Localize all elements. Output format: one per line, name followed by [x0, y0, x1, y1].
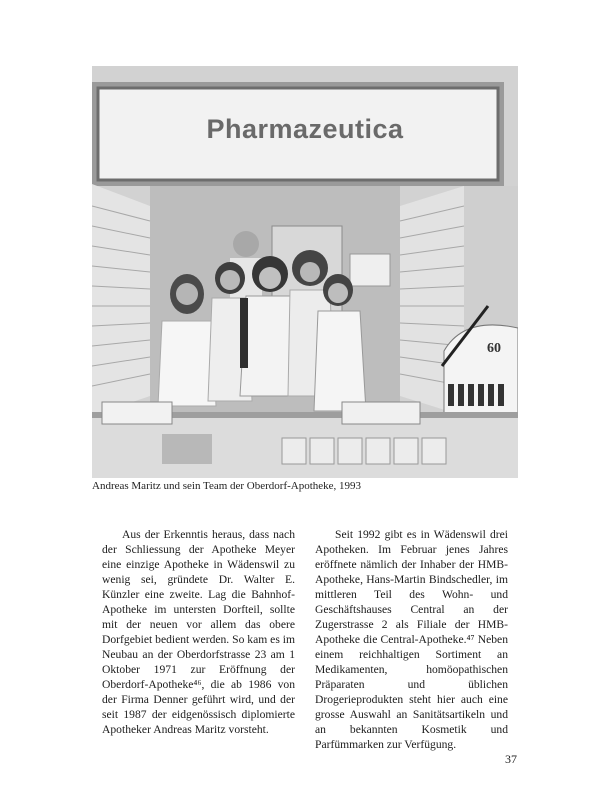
- page-number: 37: [505, 752, 517, 766]
- right-column-text: Seit 1992 gibt es in Wädenswil drei Apotheken. Im Februar jenes Jahres eröffnete nämlich der Inhaber der HMB-Apotheke, Hans-Martin Bindschedler, im mittleren Teil des Wohn- und Geschäftshauses Central an der Zugerstrasse 2 als Filiale der HMB-Apotheke die Central-Apotheke.⁴⁷ Neben einem reichhaltigen Sortiment an Medikamenten, homöopathischen Präparaten und üblichen Drogerieprodukten steht hier auch eine grosse Auswahl an Sanitätsartikeln und an bekannten Kosmetik und Parfümmarken zur Verfügung.: [315, 528, 508, 751]
- display-badge: 60: [487, 341, 501, 356]
- left-column: [102, 527, 295, 737]
- right-column: [315, 527, 508, 752]
- sign-text: Pharmazeutica: [206, 114, 404, 144]
- team-photo: [92, 66, 518, 478]
- left-column-text: Aus der Erkenntis heraus, dass nach der Schliessung der Apotheke Meyer eine einzige Apotheke in Wädenswil zu wenig sei, gründete Dr. Walter E. Künzler eine zweite. Lag die Bahnhof-Apotheke im untersten Dorfteil, sollte mit der neuen vor allem das obere Dorfgebiet bedient werden. So kam es im Neubau an der Oberdorfstrasse 23 am 1 Oktober 1971 zur Eröffnung der Oberdorf-Apotheke⁴⁶, die ab 1986 von der Firma Denner geführt wird, und der seit 1987 der eidgenössisch diplomierte Apotheker Andreas Maritz vorsteht.: [102, 528, 295, 736]
- photo-caption: Andreas Maritz und sein Team der Oberdorf-Apotheke, 1993: [92, 480, 362, 492]
